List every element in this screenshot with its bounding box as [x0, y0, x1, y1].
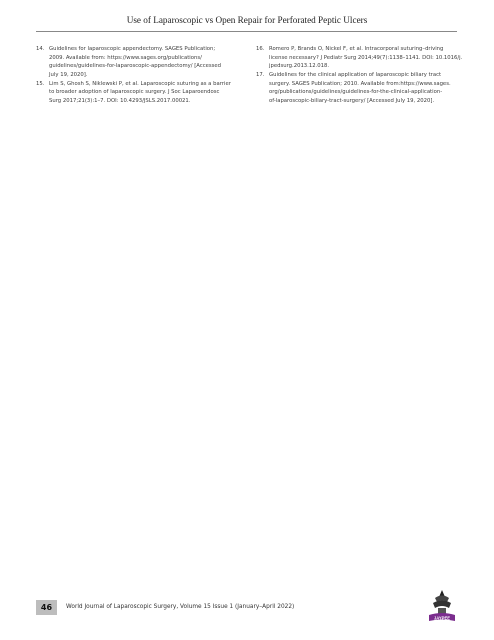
running-header: Use of Laparoscopic vs Open Repair for Perforated Peptic Ulcers — [126, 15, 368, 25]
reference-text-line: org/publications/guidelines/guidelines-for-the-clinical-application- — [269, 89, 443, 96]
header-rule — [36, 31, 457, 32]
reference-text-line: Romero P, Brands O, Nickel F, et al. Intracorporal suturing–driving — [269, 46, 444, 52]
reference-text-line: to broader adoption of laparoscopic surgery. J Soc Laparoendosc — [49, 89, 220, 96]
reference-text-line: 2009. Available from: https://www.sages.org/publications/ — [49, 54, 202, 61]
publisher-logo-text: JAYPEE — [433, 615, 451, 621]
reference-number: 15. — [36, 80, 45, 87]
reference-text-line: Guidelines for laparoscopic appendectomy. SAGES Publication; — [49, 46, 216, 52]
reference-item — [256, 45, 463, 71]
reference-text-line: guidelines/guidelines-for-laparoscopic-appendectomy/ [Accessed — [49, 63, 222, 70]
reference-number: 16. — [256, 46, 265, 52]
reference-text-line: license necessary? J Pediatr Surg 2014;49(7):1138–1141. DOI: 10.1016/j. — [269, 54, 463, 61]
page-number: 46 — [36, 600, 57, 615]
reference-text-line: jpedsurg.2013.12.018. — [269, 63, 330, 70]
reference-text-line: Lim S, Ghosh S, Niklewski P, et al. Laparoscopic suturing as a barrier — [49, 80, 231, 87]
reference-number: 14. — [36, 46, 45, 52]
references-left-column — [36, 45, 239, 106]
reference-item — [256, 71, 458, 105]
reference-text-line: Guidelines for the clinical application of laparoscopic biliary tract — [269, 72, 442, 79]
reference-item — [36, 45, 239, 79]
page-footer — [36, 594, 457, 621]
reference-number: 17. — [256, 72, 265, 79]
reference-text-line: surgery. SAGES Publication; 2010. Available from:https://www.sages. — [269, 80, 451, 87]
journal-citation: World Journal of Laparoscopic Surgery, Volume 15 Issue 1 (January–April 2022) — [66, 604, 295, 610]
reference-text-line: Surg 2017;21(3):1–7. DOI: 10.4293/JSLS.2017.00021. — [49, 98, 191, 105]
reference-item — [36, 80, 239, 106]
references-right-column — [256, 45, 463, 106]
publisher-logo-icon — [425, 588, 459, 624]
reference-text-line: of-laparoscopic-biliary-tract-surgery/ [Accessed July 19, 2020]. — [269, 98, 435, 105]
reference-text-line: July 19, 2020]. — [49, 71, 88, 78]
